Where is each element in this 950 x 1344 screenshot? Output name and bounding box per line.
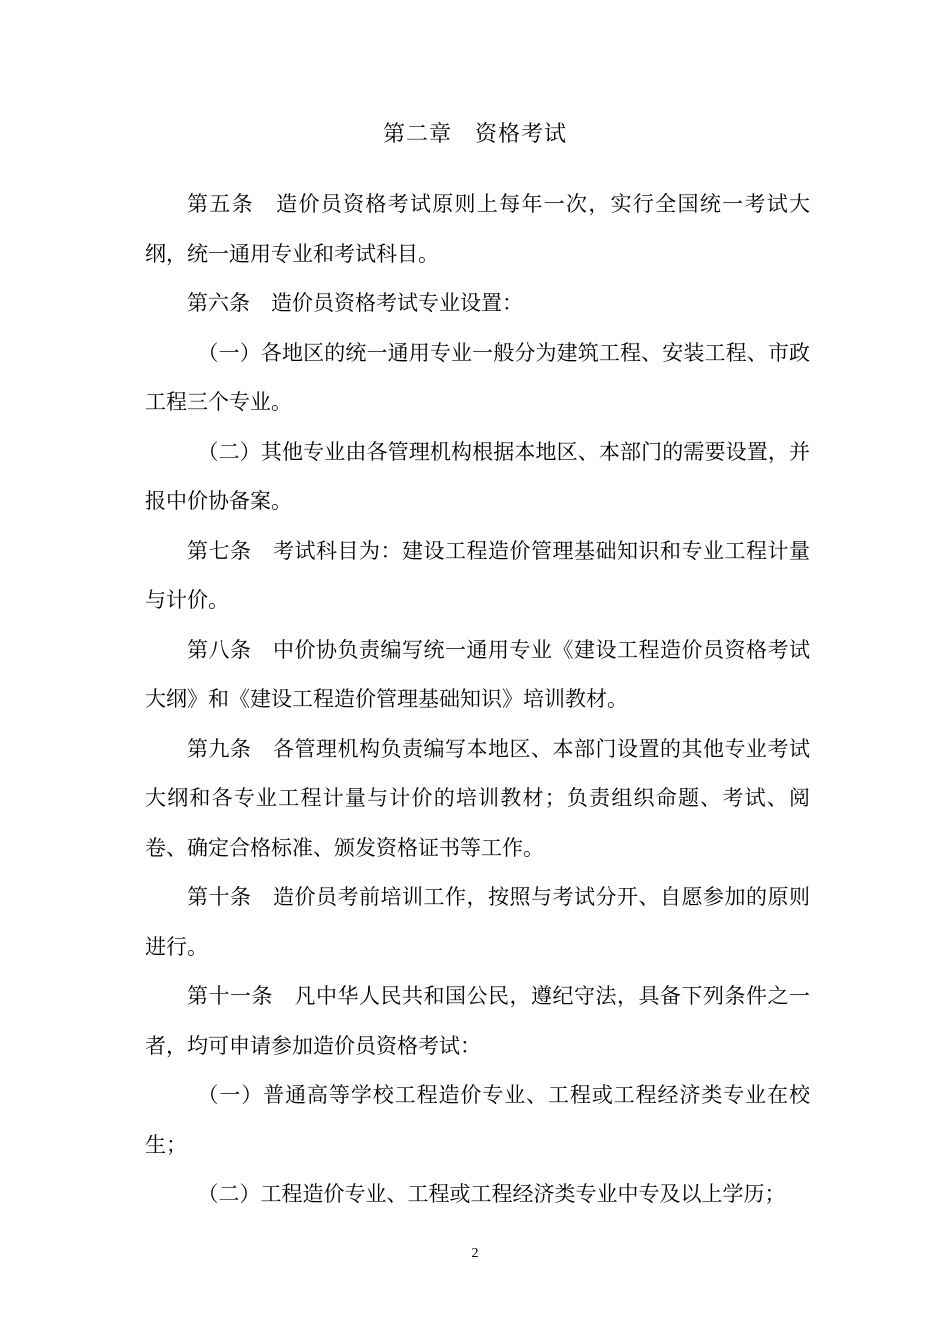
article-9: 第九条 各管理机构负责编写本地区、本部门设置的其他专业考试大纲和各专业工程计量与计价的培训教材；负责组织命题、考试、阅卷、确定合格标准、颁发资格证书等工作。 bbox=[145, 736, 810, 860]
article-8: 第八条 中价协负责编写统一通用专业《建设工程造价员资格考试大纲》和《建设工程造价管理基础知识》培训教材。 bbox=[145, 637, 810, 711]
article-6-item-1: （一）各地区的统一通用专业一般分为建筑工程、安装工程、市政工程三个专业。 bbox=[145, 340, 810, 414]
article-6: 第六条 造价员资格考试专业设置： bbox=[187, 291, 523, 315]
article-11-item-1: （一）普通高等学校工程造价专业、工程或工程经济类专业在校生； bbox=[145, 1083, 810, 1157]
article-11: 第十一条 凡中华人民共和国公民，遵纪守法，具备下列条件之一者，均可申请参加造价员资格考试： bbox=[145, 984, 810, 1058]
article-7: 第七条 考试科目为：建设工程造价管理基础知识和专业工程计量与计价。 bbox=[145, 538, 810, 612]
document-body bbox=[145, 180, 810, 1220]
article-6-item-2: （二）其他专业由各管理机构根据本地区、本部门的需要设置，并报中价协备案。 bbox=[145, 439, 810, 513]
article-11-item-2: （二）工程造价专业、工程或工程经济类专业中专及以上学历； bbox=[197, 1182, 786, 1206]
page-number: 2 bbox=[471, 1246, 479, 1261]
article-10: 第十条 造价员考前培训工作，按照与考试分开、自愿参加的原则进行。 bbox=[145, 885, 810, 959]
chapter-title: 第二章 资格考试 bbox=[382, 122, 567, 147]
article-5: 第五条 造价员资格考试原则上每年一次，实行全国统一考试大纲，统一通用专业和考试科目。 bbox=[145, 192, 810, 266]
